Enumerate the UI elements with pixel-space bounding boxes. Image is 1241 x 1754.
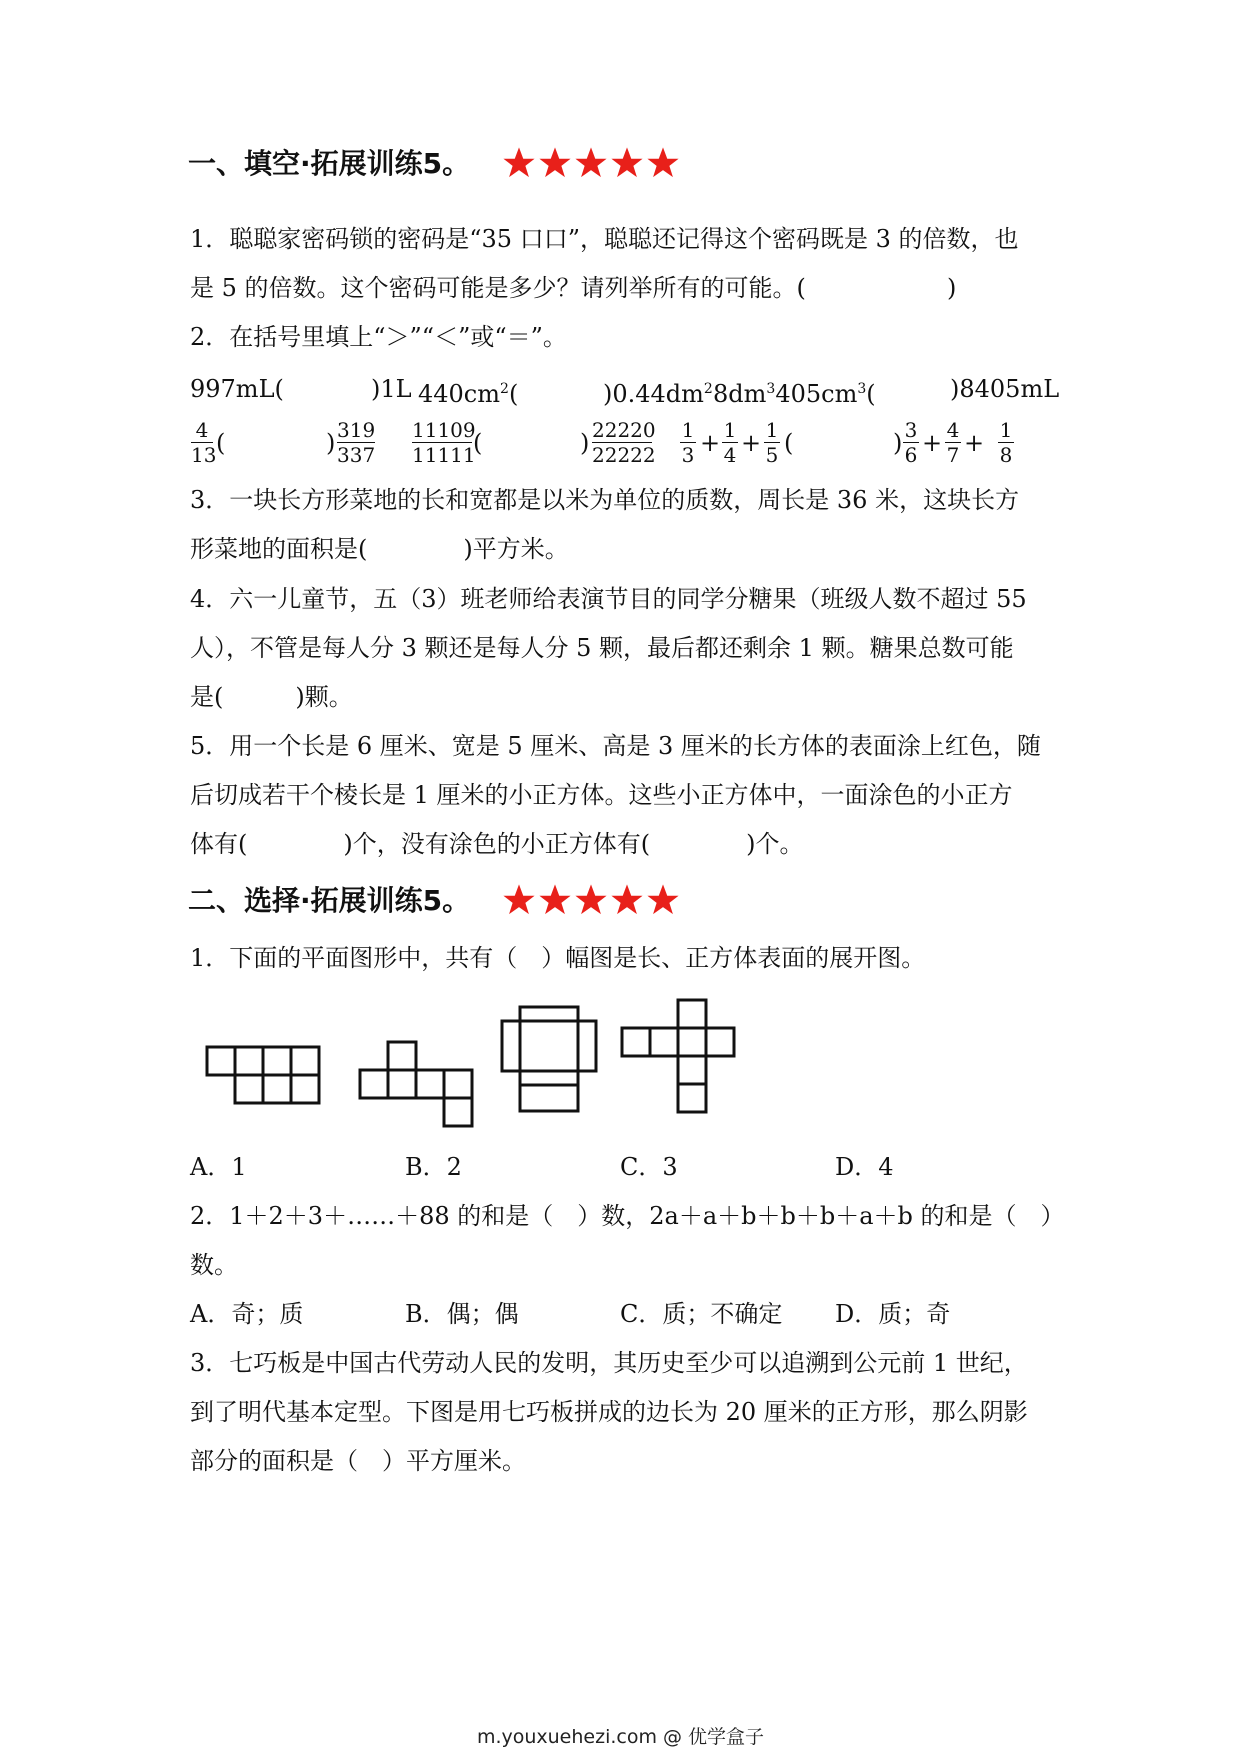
option-d[interactable]: D．4 bbox=[835, 1153, 894, 1181]
option-a[interactable]: A．奇；质 bbox=[190, 1300, 304, 1328]
star-icon bbox=[646, 146, 680, 180]
answer-paren-close: ) bbox=[580, 429, 590, 457]
fraction: 319 337 bbox=[337, 418, 376, 467]
section1-title: 一、填空·拓展训练5。 bbox=[188, 147, 471, 180]
option-b[interactable]: B．2 bbox=[405, 1153, 462, 1181]
star-icon bbox=[538, 883, 572, 917]
question-text: 体有( )个，没有涂色的小正方体有( )个。 bbox=[190, 830, 804, 858]
star-icon bbox=[610, 883, 644, 917]
plus-sign: + bbox=[922, 429, 943, 457]
question-text: 1．聪聪家密码锁的密码是“35 口口”，聪聪还记得这个密码既是 3 的倍数，也 bbox=[190, 225, 1019, 253]
question-text: 是 5 的倍数。这个密码可能是多少？请列举所有的可能。( bbox=[190, 274, 806, 302]
compare-item: 997mL( bbox=[190, 375, 284, 403]
plus-sign: + bbox=[964, 429, 985, 457]
question-text: 后切成若干个棱长是 1 厘米的小正方体。这些小正方体中，一面涂色的小正方 bbox=[190, 781, 1013, 809]
option-c[interactable]: C．3 bbox=[620, 1153, 678, 1181]
footer-watermark[interactable]: m.youxuehezi.com @ 优学盒子 bbox=[476, 1726, 765, 1748]
section2-title: 二、选择·拓展训练5。 bbox=[188, 884, 471, 917]
option-a[interactable]: A．1 bbox=[190, 1153, 247, 1181]
cube-net-figure-4 bbox=[620, 998, 740, 1118]
cube-net-figure-2 bbox=[358, 1040, 478, 1132]
star-icon bbox=[574, 883, 608, 917]
option-b[interactable]: B．偶；偶 bbox=[405, 1300, 519, 1328]
answer-paren-open: ( bbox=[784, 429, 794, 457]
question-text: 3．一块长方形菜地的长和宽都是以米为单位的质数，周长是 36 米，这块长方 bbox=[190, 486, 1020, 514]
question-text: 人），不管是每人分 3 颗还是每人分 5 颗，最后都还剩余 1 颗。糖果总数可能 bbox=[190, 634, 1014, 662]
plus-sign: + bbox=[741, 429, 762, 457]
fraction: 11109 11111 bbox=[412, 418, 476, 467]
compare-item: )1L bbox=[371, 375, 412, 403]
fraction: 4 7 bbox=[946, 418, 960, 467]
question-text: 5．用一个长是 6 厘米、宽是 5 厘米、高是 3 厘米的长方体的表面涂上红色，随 bbox=[190, 732, 1041, 760]
option-d[interactable]: D．质；奇 bbox=[835, 1300, 951, 1328]
fraction: 1 4 bbox=[723, 418, 737, 467]
cube-net-figure-3 bbox=[500, 1005, 604, 1117]
cube-net-figure-1 bbox=[205, 1045, 325, 1111]
question-text: 1．下面的平面图形中，共有（ ）幅图是长、正方体表面的展开图。 bbox=[190, 944, 926, 972]
question-text: 形菜地的面积是( )平方米。 bbox=[190, 535, 569, 563]
question-text: 2．在括号里填上“＞”“＜”或“＝”。 bbox=[190, 323, 567, 351]
question-text: 到了明代基本定型。下图是用七巧板拼成的边长为 20 厘米的正方形，那么阴影 bbox=[190, 1398, 1028, 1426]
star-icon bbox=[574, 146, 608, 180]
question-text: 部分的面积是（ ）平方厘米。 bbox=[190, 1447, 526, 1475]
fraction: 1 8 bbox=[999, 418, 1013, 467]
star-icon bbox=[610, 146, 644, 180]
fraction: 1 3 bbox=[681, 418, 695, 467]
question-text: 2．1＋2＋3＋……＋88 的和是（ ）数，2a＋a＋b＋b＋b＋a＋b 的和是（ ） bbox=[190, 1202, 1065, 1230]
answer-paren-close: ) bbox=[947, 274, 957, 302]
fraction: 22220 22222 bbox=[592, 418, 656, 467]
compare-item: )8405mL bbox=[950, 375, 1060, 403]
star-icon bbox=[502, 883, 536, 917]
question-text: 4．六一儿童节，五（3）班老师给表演节目的同学分糖果（班级人数不超过 55 bbox=[190, 585, 1027, 613]
question-text: 数。 bbox=[190, 1251, 238, 1279]
question-text: 3．七巧板是中国古代劳动人民的发明，其历史至少可以追溯到公元前 1 世纪， bbox=[190, 1349, 1028, 1377]
answer-paren-close: ) bbox=[326, 429, 336, 457]
fraction: 4 13 bbox=[191, 418, 217, 467]
star-icon bbox=[538, 146, 572, 180]
section2-stars bbox=[502, 883, 680, 917]
star-icon bbox=[646, 883, 680, 917]
plus-sign: + bbox=[700, 429, 721, 457]
answer-paren-close: ) bbox=[893, 429, 903, 457]
compare-item: $8dm^3405cm^3$( bbox=[713, 380, 876, 408]
star-icon bbox=[502, 146, 536, 180]
answer-paren-open: ( bbox=[473, 429, 483, 457]
fraction: 3 6 bbox=[904, 418, 918, 467]
section1-stars bbox=[502, 146, 680, 180]
compare-item: $440cm^2$( bbox=[418, 380, 519, 408]
question-text: 是( )颗。 bbox=[190, 683, 353, 711]
answer-paren-open: ( bbox=[216, 429, 226, 457]
compare-item: )$0.44dm^2$ bbox=[603, 380, 713, 408]
fraction: 1 5 bbox=[765, 418, 779, 467]
option-c[interactable]: C．质；不确定 bbox=[620, 1300, 783, 1328]
